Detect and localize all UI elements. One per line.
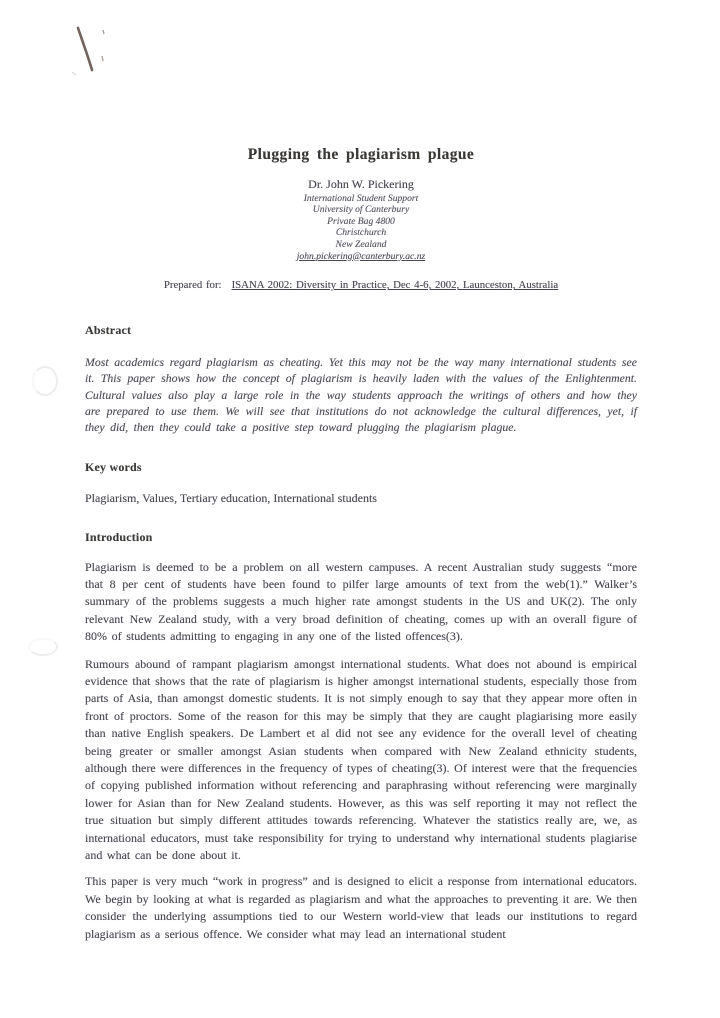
- page-title: Plugging the plagiarism plague: [247, 146, 475, 163]
- section-heading-abstract: Abstract: [85, 323, 132, 338]
- prepared-for-event: ISANA 2002: Diversity in Practice, Dec 4-6, 2002, Launceston, Australia: [231, 279, 559, 292]
- introduction-paragraph: Rumours abound of rampant plagiarism amongst international students. What does not abound is empirical evidence that shows that the rate of plagiarism is higher amongst international students, especially those from parts of Asia, than amongst domestic students. It is not simply enough to say that they appear more often in front of proctors. Some of the reason for this may be simply that they are caught plagiarising more easily than native English speakers. De Lambert et al did not see any evidence for the overall level of cheating being greater or smaller amongst Asian students when compared with New Zealand ethnicity students, although there were differences in the frequency of types of cheating(3). Of interest were that the frequencies of copying published information without referencing and paraphrasing without referencing were marginally lower for Asian than for New Zealand students. However, as this was self reporting it may not reflect the true situation but simply different attitudes towards referencing. Whatever the statistics really are, we, as international educators, must take responsibility for trying to understand why international students plagiarise and what can be done about it.: [85, 656, 637, 863]
- author-name: Dr. John W. Pickering: [308, 177, 414, 191]
- affiliation-line: International Student Support: [303, 192, 419, 204]
- email-link: john.pickering@canterbury.ac.nz: [296, 250, 426, 262]
- affiliation-line: University of Canterbury: [312, 204, 410, 216]
- prepared-for-line: [85, 279, 637, 291]
- page-content: [85, 0, 637, 943]
- affiliation-line: New Zealand: [335, 238, 387, 250]
- affiliation-line: Christchurch: [335, 227, 387, 239]
- hole-punch-mark: [32, 366, 58, 396]
- introduction-paragraph: Plagiarism is deemed to be a problem on all western campuses. A recent Australian study suggests “more that 8 per cent of students have been found to pilfer large amounts of text from the web(1).” Walker’s summary of the problems suggests a much higher rate amongst students in the US and UK(2). The only relevant New Zealand study, with a very broad definition of cheating, comes up with an overall figure of 80% of students admitting to engaging in any one of the listed offences(3).: [85, 559, 637, 644]
- abstract-text: Most academics regard plagiarism as cheating. Yet this may not be the way many international students see it. This paper shows how the concept of plagiarism is heavily laden with the values of the Enlightenment. Cultural values also play a large role in the way students approach the writings of others and how they are prepared to use them. We will see that institutions do not acknowledge the cultural differences, yet, if they did, then they could take a positive step toward plugging the plagiarism plague.: [85, 355, 637, 434]
- section-heading-introduction: Introduction: [85, 529, 153, 544]
- author-block: [85, 179, 637, 262]
- prepared-for-label: Prepared for:: [163, 279, 222, 292]
- section-heading-keywords: Key words: [85, 460, 142, 475]
- keywords-text: Plagiarism, Values, Tertiary education, International students: [85, 491, 377, 506]
- affiliation-line: Private Bag 4800: [327, 215, 395, 227]
- introduction-paragraph: This paper is very much “work in progress” and is designed to elicit a response from international educators. We begin by looking at what is regarded as plagiarism and what the approaches to preventing it are. We then consider the underlying assumptions tied to our Western world-view that leads our institutions to regard plagiarism as a serious offence. We consider what may lead an international student: [85, 874, 637, 941]
- hole-punch-mark: [28, 638, 58, 656]
